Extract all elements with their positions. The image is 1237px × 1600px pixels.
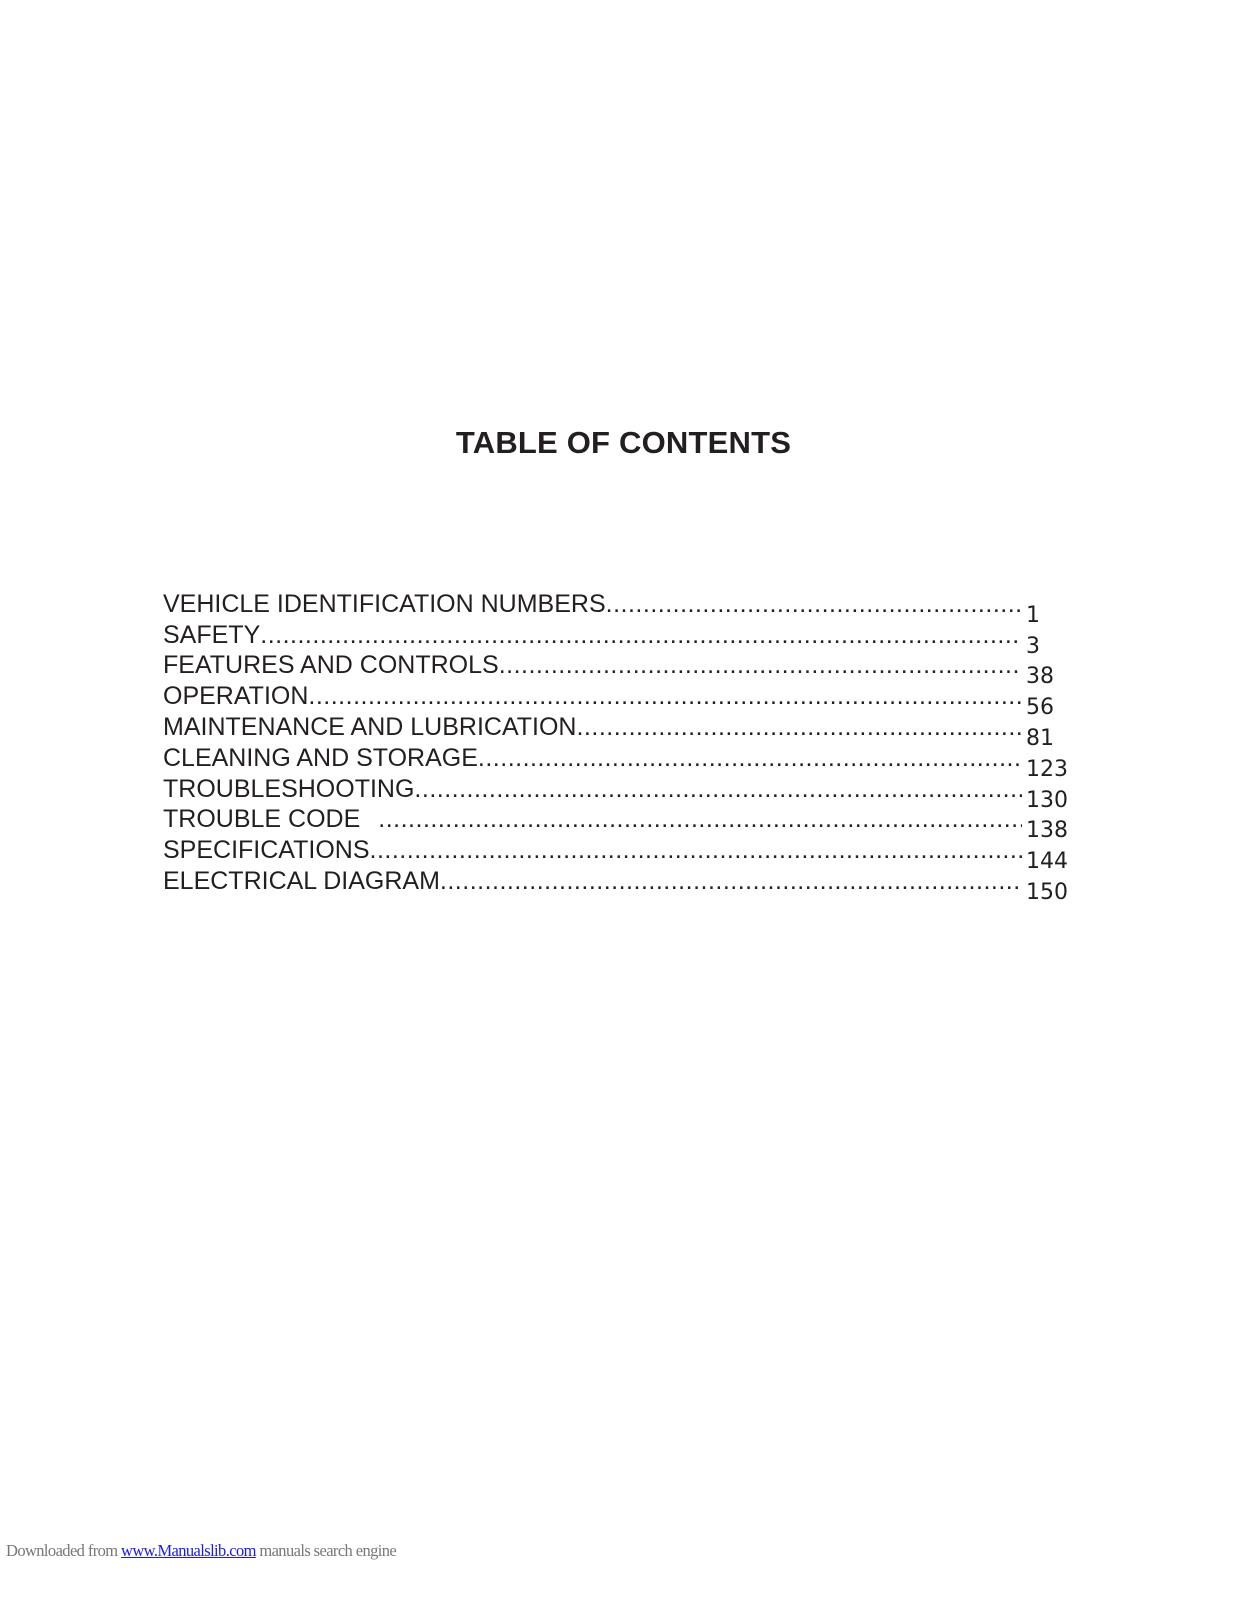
manualslib-link[interactable]: www.Manualslib.com bbox=[121, 1541, 256, 1560]
dot-leader bbox=[440, 866, 1022, 896]
dot-leader bbox=[378, 804, 1022, 834]
dot-leader bbox=[308, 681, 1022, 711]
toc-entry-cleaning-and-storage[interactable] bbox=[163, 742, 1068, 782]
toc-entry-page: 130 bbox=[1026, 787, 1068, 813]
download-footer bbox=[6, 1541, 396, 1561]
toc-entry-label: TROUBLESHOOTING bbox=[163, 774, 415, 803]
toc-entry-label: CLEANING AND STORAGE bbox=[163, 743, 478, 772]
dot-leader bbox=[260, 620, 1022, 650]
toc-entry-page: 1 bbox=[1026, 602, 1040, 628]
dot-leader bbox=[606, 589, 1022, 619]
toc-entry-page: 123 bbox=[1026, 756, 1068, 782]
dot-leader bbox=[576, 712, 1022, 742]
toc-entry-page: 138 bbox=[1026, 818, 1068, 844]
toc-entry-page: 38 bbox=[1026, 664, 1054, 690]
dot-leader bbox=[370, 835, 1022, 865]
toc-entry-safety[interactable] bbox=[163, 619, 1068, 659]
dot-leader bbox=[414, 774, 1022, 804]
toc-entry-features-and-controls[interactable] bbox=[163, 650, 1068, 690]
toc-entry-page: 81 bbox=[1026, 725, 1054, 751]
page-title: TABLE OF CONTENTS bbox=[455, 425, 792, 460]
toc-entry-label: ELECTRICAL DIAGRAM bbox=[163, 866, 440, 895]
toc-entry-label: SAFETY bbox=[163, 620, 261, 649]
toc-entry-troubleshooting[interactable] bbox=[163, 773, 1068, 813]
toc-entry-trouble-code[interactable] bbox=[163, 804, 1068, 844]
dot-leader bbox=[478, 743, 1022, 773]
toc-entry-page: 144 bbox=[1026, 849, 1068, 875]
toc-entry-specifications[interactable] bbox=[163, 834, 1068, 875]
dot-leader bbox=[499, 650, 1022, 680]
toc-entry-label: SPECIFICATIONS bbox=[163, 836, 370, 865]
toc-entry-electrical-diagram[interactable] bbox=[163, 865, 1068, 905]
toc-entry-label: TROUBLE CODE bbox=[163, 805, 361, 834]
footer-suffix: manuals search engine bbox=[255, 1541, 397, 1560]
toc-entry-page: 150 bbox=[1026, 879, 1068, 905]
toc-entry-page: 3 bbox=[1026, 633, 1040, 659]
toc-entry-label: FEATURES AND CONTROLS bbox=[163, 651, 499, 680]
footer-prefix: Downloaded from bbox=[6, 1541, 122, 1560]
toc-entry-label: OPERATION bbox=[163, 682, 309, 711]
toc-entry-operation[interactable] bbox=[163, 680, 1068, 721]
toc-entry-page: 56 bbox=[1026, 695, 1054, 721]
toc-entry-label: VEHICLE IDENTIFICATION NUMBERS bbox=[163, 589, 606, 618]
toc-entry-vehicle-identification-numbers[interactable] bbox=[163, 588, 1068, 628]
table-of-contents bbox=[163, 588, 1068, 905]
toc-entry-maintenance-and-lubrication[interactable] bbox=[163, 711, 1068, 751]
toc-entry-label: MAINTENANCE AND LUBRICATION bbox=[163, 712, 577, 741]
